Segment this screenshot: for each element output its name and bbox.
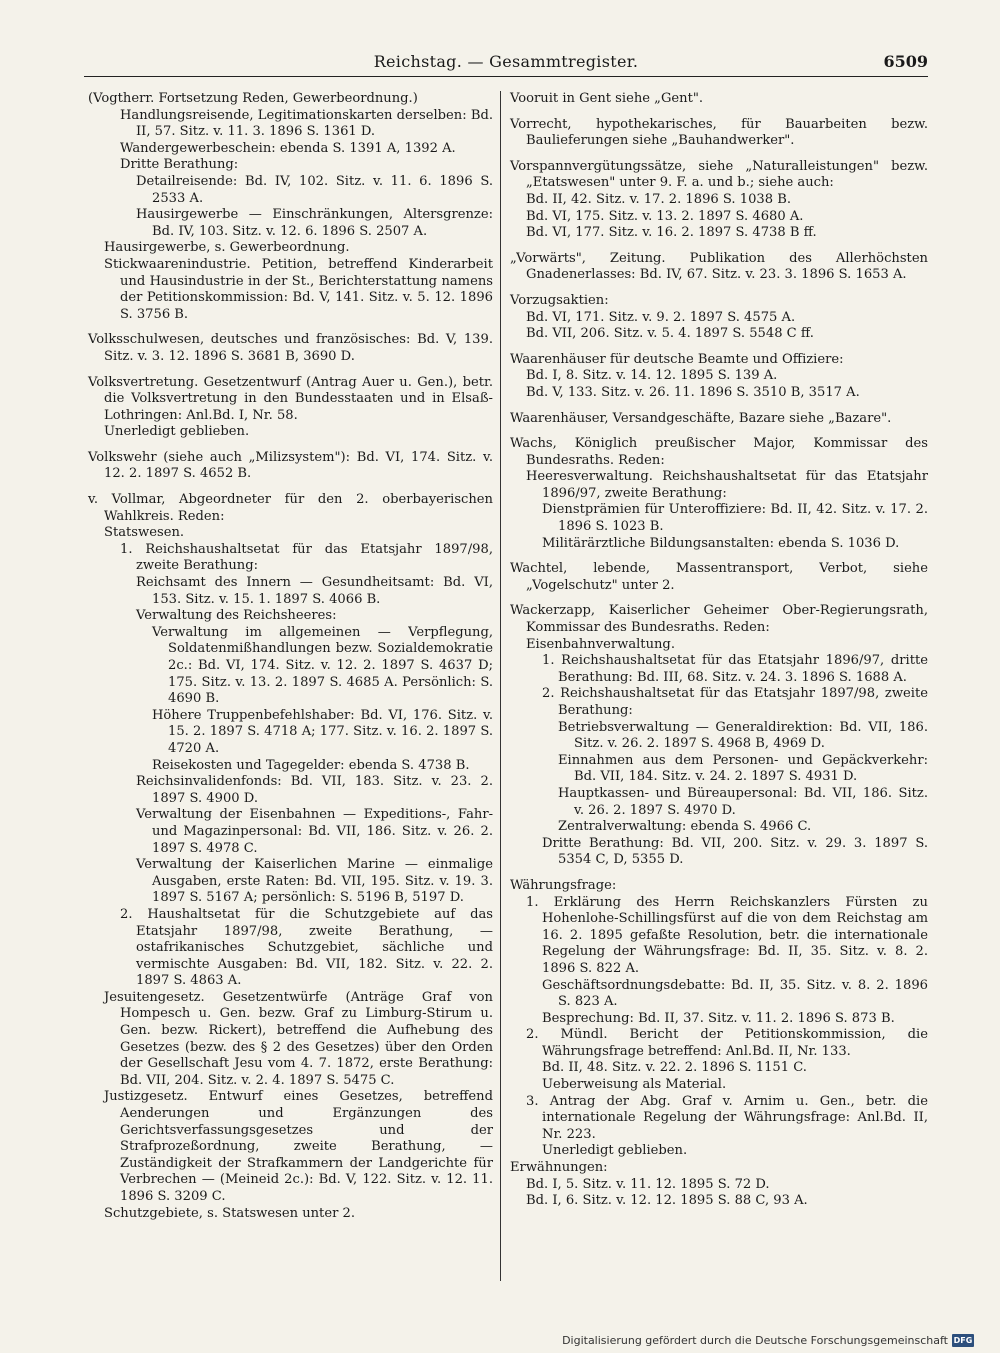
entry-subline: Einnahmen aus dem Personen- und Gepäckverkehr: Bd. VII, 184. Sitz. v. 24. 2. 1897 S. 4931 D. — [558, 752, 928, 785]
entry-heading-line: Vorzugsaktien: — [510, 292, 609, 308]
left-column — [88, 91, 493, 1231]
index-entry — [510, 159, 928, 242]
entry-subline: 3. Antrag der Abg. Graf v. Arnim u. Gen., betr. die internationale Regelung der Währungsfrage: Anl.Bd. II, Nr. 223. — [526, 1093, 928, 1142]
entry-subline: Bd. II, 42. Sitz. v. 17. 2. 1896 S. 1038 B. — [526, 191, 792, 207]
page — [84, 50, 928, 1281]
entry-subline: 2. Haushaltsetat für die Schutzgebiete auf das Etatsjahr 1897/98, zweite Berathung, — ostafrikanisches Schutzgebiet, sächliche und vermischte Ausgaben: Bd. VII, 182. Sitz. v. 22. 2. 1897 S. 4863 A. — [120, 906, 493, 989]
index-entry — [510, 411, 928, 428]
entry-heading-line: Währungsfrage: — [510, 877, 617, 893]
running-header — [84, 50, 928, 77]
index-entry — [510, 117, 928, 150]
entry-subline: Militärärztliche Bildungsanstalten: ebenda S. 1036 D. — [542, 535, 900, 551]
entry-subline: Ueberweisung als Material. — [542, 1077, 727, 1093]
entry-subline: Handlungsreisende, Legitimationskarten derselben: Bd. II, 57. Sitz. v. 11. 3. 1896 S. 1361 D. — [120, 107, 493, 140]
entry-subline: Unerledigt geblieben. — [104, 424, 250, 440]
index-entry — [510, 561, 928, 594]
entry-heading-line: (Vogtherr. Fortsetzung Reden, Gewerbeordnung.) — [88, 91, 418, 106]
entry-subline: 1. Reichshaushaltsetat für das Etatsjahr 1896/97, dritte Berathung: Bd. III, 68. Sitz. v. 24. 3. 1896 S. 1688 A. — [542, 653, 928, 685]
index-entry — [510, 436, 928, 552]
entry-subline: Zentralverwaltung: ebenda S. 4966 C. — [558, 819, 812, 835]
entry-subline: Bd. I, 8. Sitz. v. 14. 12. 1895 S. 139 A. — [526, 368, 778, 384]
right-column — [510, 91, 928, 1219]
entry-subline: Reisekosten und Tagegelder: ebenda S. 4738 B. — [152, 757, 470, 773]
entry-subline: Heeresverwaltung. Reichshaushaltsetat für das Etatsjahr 1896/97, zweite Berathung: — [526, 469, 928, 501]
entry-subline: Höhere Truppenbefehlshaber: Bd. VI, 176. Sitz. v. 15. 2. 1897 S. 4718 A; 177. Sitz. v. 16. 2. 1897 S. 4720 A. — [152, 707, 493, 756]
entry-subline: 1. Erklärung des Herrn Reichskanzlers Fürsten zu Hohenlohe-Schillingsfürst auf die von dem Reichstag am 16. 2. 1895 gefaßte Resolution, betr. die internationale Regelung der Währungsfrage: Bd. II, 35. Sitz. v. 8. 2. 1896 S. 822 A. — [526, 894, 928, 976]
entry-subline: Bd. II, 48. Sitz. v. 22. 2. 1896 S. 1151 C. — [542, 1060, 807, 1076]
page-number: 6509 — [883, 52, 928, 71]
entry-heading-line: „Vorwärts", Zeitung. Publikation des Allerhöchsten Gnadenerlasses: Bd. IV, 67. Sitz. v. 23. 3. 1896 S. 1653 A. — [510, 250, 928, 283]
index-entry — [88, 375, 493, 441]
entry-heading-line: Vooruit in Gent siehe „Gent". — [510, 91, 704, 106]
index-entry — [88, 492, 493, 1222]
entry-subline: Betriebsverwaltung — Generaldirektion: Bd. VII, 186. Sitz. v. 26. 2. 1897 S. 4968 B, 4969 D. — [558, 719, 928, 752]
column-divider — [500, 91, 501, 1281]
entry-subline: Reichsamt des Innern — Gesundheitsamt: Bd. VI, 153. Sitz. v. 15. 1. 1897 S. 4066 B. — [136, 575, 493, 607]
entry-heading-line: Volkswehr (siehe auch „Milizsystem"): Bd. VI, 174. Sitz. v. 12. 2. 1897 S. 4652 B. — [88, 449, 493, 482]
entry-subline: Stickwaarenindustrie. Petition, betreffend Kinderarbeit und Hausindustrie in der St., Berichterstattung namens der Petitionskommission: Bd. V, 141. Sitz. v. 5. 12. 1896 S. 3756 B. — [104, 256, 493, 322]
entry-heading-line: Wachs, Königlich preußischer Major, Kommissar des Bundesraths. Reden: — [510, 436, 928, 468]
entry-subline: Bd. V, 133. Sitz. v. 26. 11. 1896 S. 3510 B, 3517 A. — [526, 384, 860, 400]
entry-subline: Eisenbahnverwaltung. — [526, 636, 675, 652]
header-title: Reichstag. — Gesammtregister. — [373, 52, 639, 71]
entry-subline: 2. Mündl. Bericht der Petitionskommission, die Währungsfrage betreffend: Anl.Bd. II, Nr. 133. — [526, 1027, 928, 1059]
entry-heading-line: Vorspannvergütungssätze, siehe „Naturalleistungen" bezw. „Etatswesen" unter 9. F. a. und b.; siehe auch: — [510, 158, 928, 191]
entry-heading-line: Volksschulwesen, deutsches und französisches: Bd. V, 139. Sitz. v. 3. 12. 1896 S. 3681 B, 3690 D. — [88, 332, 493, 364]
index-entry — [510, 878, 928, 1210]
entry-subline: Bd. I, 5. Sitz. v. 11. 12. 1895 S. 72 D. — [526, 1176, 770, 1192]
index-entry — [88, 450, 493, 483]
entry-heading-line: Wachtel, lebende, Massentransport, Verbot, siehe „Vogelschutz" unter 2. — [510, 561, 928, 593]
entry-subline: Bd. VI, 177. Sitz. v. 16. 2. 1897 S. 4738 B ff. — [526, 225, 817, 241]
entry-subline: Detailreisende: Bd. IV, 102. Sitz. v. 11. 6. 1896 S. 2533 A. — [136, 173, 493, 206]
entry-subline: Geschäftsordnungsdebatte: Bd. II, 35. Sitz. v. 8. 2. 1896 S. 823 A. — [542, 977, 928, 1010]
entry-subline: Reichsinvalidenfonds: Bd. VII, 183. Sitz. v. 23. 2. 1897 S. 4900 D. — [136, 774, 493, 806]
index-entry — [88, 332, 493, 365]
entry-subline: Verwaltung im allgemeinen — Verpflegung, Soldatenmißhandlungen bezw. Sozialdemokratie 2c.: Bd. VI, 174. Sitz. v. 12. 2. 1897 S. 4637 D; 175. Sitz. v. 13. 2. 1897 S. 4685 A. Persönlich: S. 4690 B. — [152, 624, 493, 707]
entry-subline: Bd. I, 6. Sitz. v. 12. 12. 1895 S. 88 C, 93 A. — [526, 1193, 808, 1209]
dfg-logo: DFG — [953, 1336, 973, 1345]
entry-subline: Dienstprämien für Unteroffiziere: Bd. II, 42. Sitz. v. 17. 2. 1896 S. 1023 B. — [542, 502, 928, 535]
entry-heading-line: v. Vollmar, Abgeordneter für den 2. oberbayerischen Wahlkreis. Reden: — [88, 492, 493, 524]
index-entry — [510, 352, 928, 402]
entry-subline: 1. Reichshaushaltsetat für das Etatsjahr 1897/98, zweite Berathung: — [120, 541, 493, 574]
entry-subline: Wandergewerbeschein: ebenda S. 1391 A, 1392 A. — [120, 140, 456, 156]
entry-subline: Verwaltung der Eisenbahnen — Expeditions-, Fahr- und Magazinpersonal: Bd. VII, 186. Sitz. v. 26. 2. 1897 S. 4978 C. — [136, 807, 493, 856]
entry-subline: Hausirgewerbe, s. Gewerbeordnung. — [104, 240, 350, 256]
entry-heading-line: Waarenhäuser, Versandgeschäfte, Bazare siehe „Bazare". — [510, 410, 892, 426]
entry-subline: Bd. VI, 171. Sitz. v. 9. 2. 1897 S. 4575 A. — [526, 309, 796, 325]
index-entry — [510, 91, 928, 108]
entry-subline: Verwaltung des Reichsheeres: — [136, 608, 337, 624]
entry-subline: Hausirgewerbe — Einschränkungen, Altersgrenze: Bd. IV, 103. Sitz. v. 12. 6. 1896 S. 2507 A. — [136, 207, 493, 239]
entry-heading-line: Wackerzapp, Kaiserlicher Geheimer Ober-Regierungsrath, Kommissar des Bundesraths. Reden: — [510, 603, 928, 636]
entry-heading-line: Vorrecht, hypothekarisches, für Bauarbeiten bezw. Baulieferungen siehe „Bauhandwerker". — [510, 116, 928, 149]
entry-subline: Bd. VII, 206. Sitz. v. 5. 4. 1897 S. 5548 C ff. — [526, 326, 814, 342]
entry-subline: Justizgesetz. Entwurf eines Gesetzes, betreffend Aenderungen und Ergänzungen des Gerichtsverfassungsgesetzes und der Strafprozeßordnung, zweite Berathung, — Zuständigkeit der Strafkammern der Landgerichte für Verbrechen — (Meineid 2c.): Bd. V, 122. Sitz. v. 12. 11. 1896 S. 3209 C. — [104, 1089, 493, 1204]
entry-subline: Hauptkassen- und Büreaupersonal: Bd. VII, 186. Sitz. v. 26. 2. 1897 S. 4970 D. — [558, 785, 928, 818]
footer — [562, 1334, 974, 1347]
entry-subline: Besprechung: Bd. II, 37. Sitz. v. 11. 2. 1896 S. 873 B. — [542, 1010, 895, 1026]
index-entry — [88, 91, 493, 323]
entry-heading-line: Volksvertretung. Gesetzentwurf (Antrag Auer u. Gen.), betr. die Volksvertretung in den Bundesstaaten und in Elsaß-Lothringen: Anl.Bd. I, Nr. 58. — [88, 374, 493, 423]
index-entry — [510, 603, 928, 869]
index-columns — [84, 91, 928, 1281]
entry-subline: Dritte Berathung: Bd. VII, 200. Sitz. v. 29. 3. 1897 S. 5354 C, D, 5355 D. — [542, 835, 928, 868]
footer-credit: Digitalisierung gefördert durch die Deutsche Forschungsgemeinschaft — [562, 1334, 948, 1347]
index-entry — [510, 293, 928, 343]
entry-subline: Statswesen. — [104, 525, 185, 541]
index-entry — [510, 251, 928, 284]
entry-heading-line: Waarenhäuser für deutsche Beamte und Offiziere: — [510, 351, 844, 367]
entry-subline: Dritte Berathung: — [120, 157, 239, 173]
entry-subline: Jesuitengesetz. Gesetzentwürfe (Anträge Graf von Hompesch u. Gen. bezw. Graf zu Limburg-Stirum u. Gen. bezw. Rickert), betreffend die Aufhebung des Gesetzes (bezw. des § 2 des Gesetzes) über den Orden der Gesellschaft Jesu vom 4. 7. 1872, erste Berathung: Bd. VII, 204. Sitz. v. 2. 4. 1897 S. 5475 C. — [104, 989, 493, 1088]
entry-subline: Schutzgebiete, s. Statswesen unter 2. — [104, 1205, 355, 1221]
entry-subline: Unerledigt geblieben. — [542, 1143, 688, 1159]
entry-subline: 2. Reichshaushaltsetat für das Etatsjahr 1897/98, zweite Berathung: — [542, 686, 928, 718]
entry-subline: Verwaltung der Kaiserlichen Marine — einmalige Ausgaben, erste Raten: Bd. VII, 195. Sitz. v. 19. 3. 1897 S. 5167 A; persönlich: S. 5196 B, 5197 D. — [136, 857, 493, 906]
entry-subline: Bd. VI, 175. Sitz. v. 13. 2. 1897 S. 4680 A. — [526, 208, 804, 224]
entry-subline: Erwähnungen: — [510, 1160, 608, 1176]
